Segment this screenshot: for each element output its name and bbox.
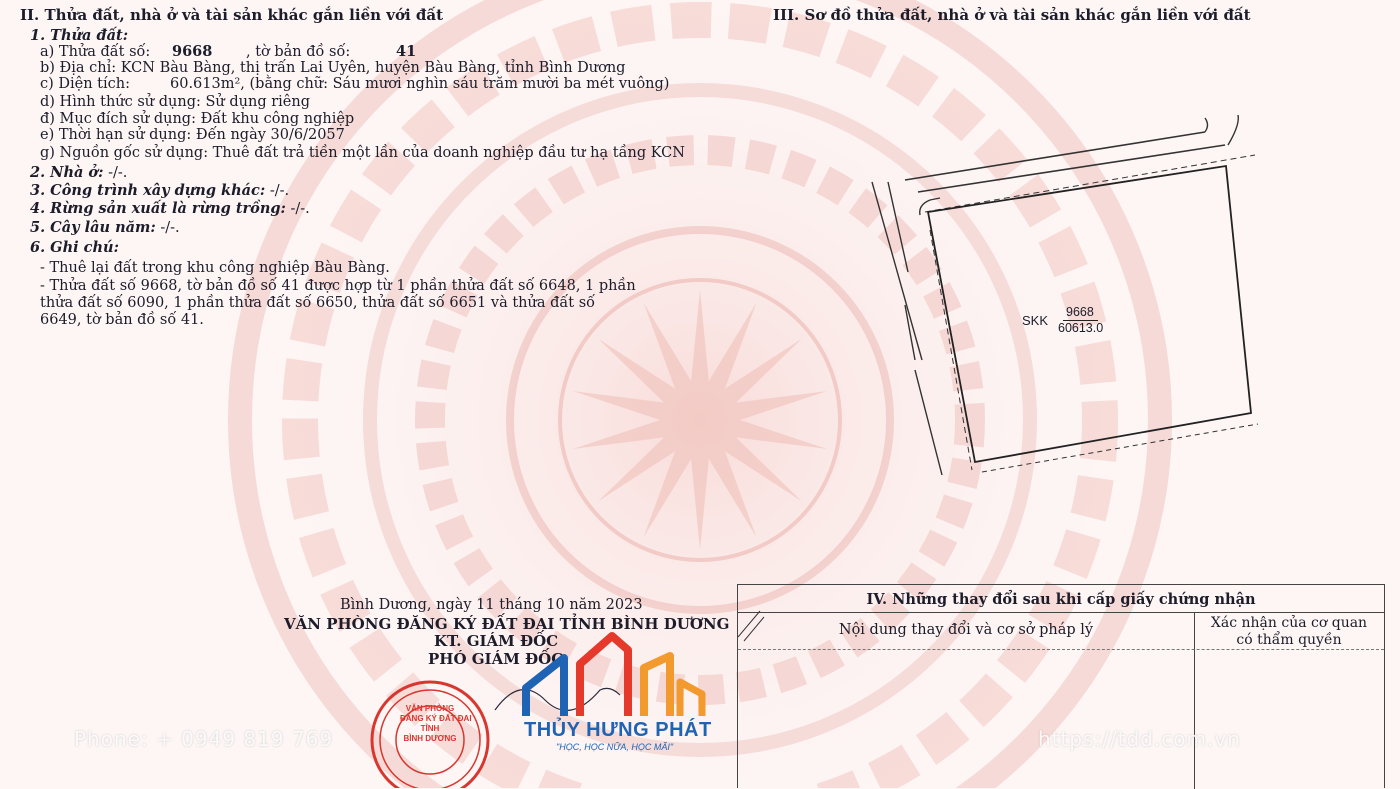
- other-works-label: 3. Công trình xây dựng khác:: [30, 182, 266, 199]
- stamp-line-2: ĐĂNG KÝ ĐẤT ĐAI: [400, 714, 472, 723]
- table-corner-mark: [736, 607, 766, 643]
- perennial-row: [30, 220, 180, 236]
- watermark-phone: Phone: + 0949 819 769: [74, 727, 334, 751]
- parcel-diagram-area: 60613.0: [1058, 321, 1104, 335]
- left-road-centerline: [930, 230, 972, 470]
- term-line: e) Thời hạn sử dụng: Đến ngày 30/6/2057: [40, 127, 345, 143]
- origin-line: g) Nguồn gốc sử dụng: Thuê đất trả tiền một lần của doanh nghiệp đầu tư hạ tầng KCN: [40, 145, 685, 161]
- house-row: [30, 165, 127, 181]
- watermark-url: https://tdd.com.vn: [1038, 727, 1241, 751]
- parcel-code: SKK: [1022, 313, 1049, 328]
- parcel-diagram: [860, 60, 1280, 500]
- perennial-value: -/-.: [160, 220, 180, 236]
- stamp-line-3: TỈNH: [420, 724, 440, 733]
- brand-name: THỦY HƯNG PHÁT: [524, 719, 712, 741]
- parcel-label: a) Thửa đất số:: [40, 44, 151, 60]
- land-heading: 1. Thửa đất:: [30, 27, 129, 44]
- confirmation-line-2: có thẩm quyền: [1236, 632, 1342, 648]
- notes-heading: 6. Ghi chú:: [30, 239, 119, 256]
- other-works-row: [30, 183, 289, 199]
- purpose-line: đ) Mục đích sử dụng: Đất khu công nghiệp: [40, 111, 355, 127]
- area-value: 60.613m², (bằng chữ: Sáu mươi nghìn sáu trăm mười ba mét vuông): [170, 76, 670, 92]
- house-label: 2. Nhà ở:: [30, 164, 104, 181]
- left-road-edge-1: [872, 182, 922, 360]
- brand-logo-icon: [520, 628, 710, 720]
- bottom-boundary-line: [982, 424, 1258, 472]
- official-stamp: [368, 678, 492, 788]
- note-2: - Thửa đất số 9668, tờ bản đồ số 41 được hợp từ 1 phần thửa đất số 6648, 1 phần thửa đất số 6090, 1 phần thửa đất số 6650, thửa đất số 6651 và thửa đất số 6649, tờ bản đồ số 41.: [40, 278, 636, 328]
- confirmation-line-1: Xác nhận của cơ quan: [1210, 615, 1368, 631]
- map-label: , tờ bản đồ số:: [246, 44, 351, 60]
- parcel-number: 9668: [172, 43, 213, 60]
- signatory-title-1: KT. GIÁM ĐỐC: [434, 632, 559, 650]
- changes-col-confirmation: [1195, 615, 1383, 649]
- section3-title: III. Sơ đồ thửa đất, nhà ở và tài sản khác gắn liền với đất: [773, 6, 1251, 24]
- brand-slogan: "HỌC, HỌC NỮA, HỌC MÃI": [556, 742, 674, 752]
- section4-title: IV. Những thay đổi sau khi cấp giấy chứng nhận: [866, 591, 1256, 608]
- forest-row: [30, 201, 310, 217]
- perennial-label: 5. Cây lâu năm:: [30, 219, 156, 236]
- other-works-value: -/-.: [269, 183, 290, 199]
- note-1: - Thuê lại đất trong khu công nghiệp Bàu Bàng.: [40, 260, 390, 276]
- area-label: c) Diện tích:: [40, 76, 130, 92]
- house-value: -/-.: [108, 165, 128, 181]
- changes-table: [737, 584, 1385, 788]
- map-number: 41: [396, 43, 417, 60]
- parcel-diagram-number: 9668: [1063, 305, 1098, 321]
- stamp-line-4: BÌNH DƯƠNG: [403, 734, 457, 743]
- usage-form-line: d) Hình thức sử dụng: Sử dụng riêng: [40, 94, 310, 110]
- issuing-office: VĂN PHÒNG ĐĂNG KÝ ĐẤT ĐAI TỈNH BÌNH DƯƠNG: [284, 615, 730, 633]
- address-line: b) Địa chỉ: KCN Bàu Bàng, thị trấn Lai Uyên, huyện Bàu Bàng, tỉnh Bình Dương: [40, 60, 626, 76]
- signature-date: Bình Dương, ngày 11 tháng 10 năm 2023: [340, 597, 643, 613]
- section2-title: II. Thửa đất, nhà ở và tài sản khác gắn liền với đất: [20, 6, 444, 24]
- left-road-edge-2: [905, 305, 942, 475]
- stamp-line-1: VĂN PHÒNG: [405, 704, 455, 713]
- top-road-edge: [905, 132, 1225, 192]
- top-road-corner: [1205, 115, 1238, 145]
- signatory-title-2: PHÓ GIÁM ĐỐC: [428, 650, 564, 668]
- forest-label: 4. Rừng sản xuất là rừng trồng:: [30, 200, 286, 217]
- forest-value: -/-.: [290, 201, 310, 217]
- changes-col-content: Nội dung thay đổi và cơ sở pháp lý: [838, 622, 1094, 638]
